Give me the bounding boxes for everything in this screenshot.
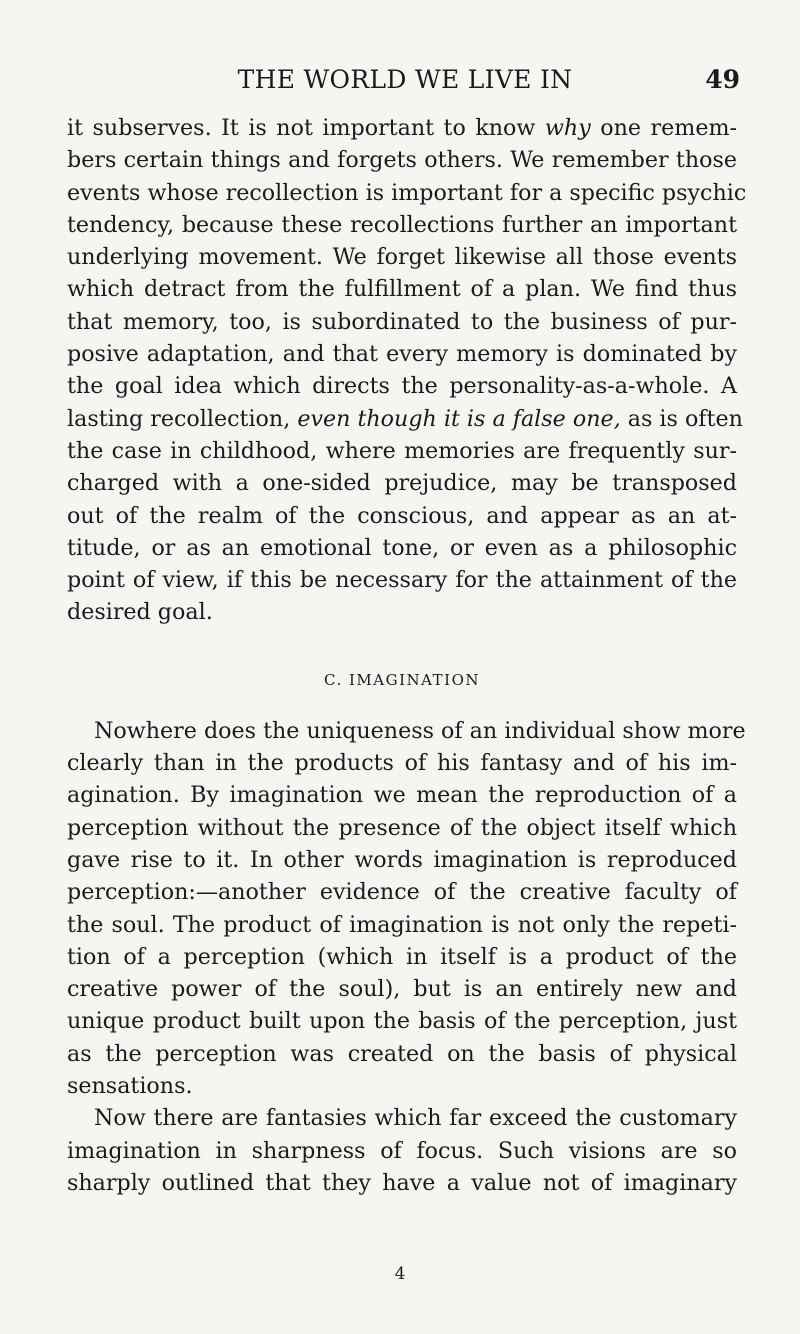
italic-text: why [544, 115, 591, 141]
text-line: perception:—another evidence of the creative faculty of [67, 879, 737, 906]
signature-mark: 4 [394, 1264, 406, 1284]
text-line [67, 112, 737, 144]
italic-text: even though it is a false one, [297, 405, 621, 432]
text-line [67, 403, 743, 435]
text-line: the case in childhood, where memories are frequently sur- [67, 437, 737, 464]
text-line: tion of a perception (which in itself is a product of the [67, 943, 737, 970]
text-line: gave rise to it. In other words imagination is reproduced [67, 846, 737, 873]
paragraph-imagination [67, 715, 746, 1103]
text-line: sharply outlined that they have a value not of imaginary [67, 1169, 737, 1196]
text-line: imagination in sharpness of focus. Such visions are so [67, 1137, 737, 1164]
text-line: perception without the presence of the object itself which [67, 814, 737, 841]
text-line: sensations. [67, 1073, 193, 1100]
text-line: point of view, if this be necessary for the attainment of the [67, 567, 737, 594]
page-header [170, 60, 740, 100]
text-line: which detract from the fulfillment of a plan. We find thus [67, 276, 737, 303]
text-line: as the perception was created on the basis of physical [67, 1040, 737, 1067]
text-line: unique product built upon the basis of the perception, just [67, 1008, 737, 1035]
text-line: the goal idea which directs the personality-as-a-whole. A [67, 373, 737, 400]
text-line: creative power of the soul), but is an entirely new and [67, 976, 737, 1003]
text-line: agination. By imagination we mean the reproduction of a [67, 782, 737, 809]
text-line: charged with a one-sided prejudice, may be transposed [67, 470, 737, 497]
text-line: posive adaptation, and that every memory is dominated by [67, 341, 737, 368]
section-heading: C. IMAGINATION [324, 670, 480, 689]
text-line: events whose recollection is important for a specific psychic [67, 179, 747, 206]
paragraph-fantasies [67, 1102, 737, 1199]
text-line: tendency, because these recollections further an important [67, 211, 737, 238]
text-line: Nowhere does the uniqueness of an individual show more [94, 717, 746, 744]
text-segment: one remem- [600, 115, 737, 141]
text-line: Now there are fantasies which far exceed the customary [94, 1105, 737, 1132]
text-segment: as is often [627, 405, 743, 432]
text-segment: lasting recollection, [67, 405, 291, 432]
text-line: underlying movement. We forget likewise all those events [67, 244, 737, 271]
text-line: bers certain things and forgets others. We remember those [67, 147, 737, 174]
text-line: titude, or as an emotional tone, or even as a philosophic [67, 534, 737, 561]
text-line: out of the realm of the conscious, and appear as an at- [67, 502, 737, 529]
body-text [67, 112, 747, 1199]
text-segment: it subserves. It is not important to know [67, 115, 536, 141]
text-line: clearly than in the products of his fantasy and of his im- [67, 750, 737, 777]
paragraph-memory [67, 112, 747, 629]
text-line: desired goal. [67, 599, 213, 626]
text-line: the soul. The product of imagination is not only the repeti- [67, 911, 737, 938]
page-number: 49 [705, 65, 740, 94]
running-head: THE WORLD WE LIVE IN [237, 65, 573, 94]
text-line: that memory, too, is subordinated to the business of pur- [67, 308, 737, 335]
